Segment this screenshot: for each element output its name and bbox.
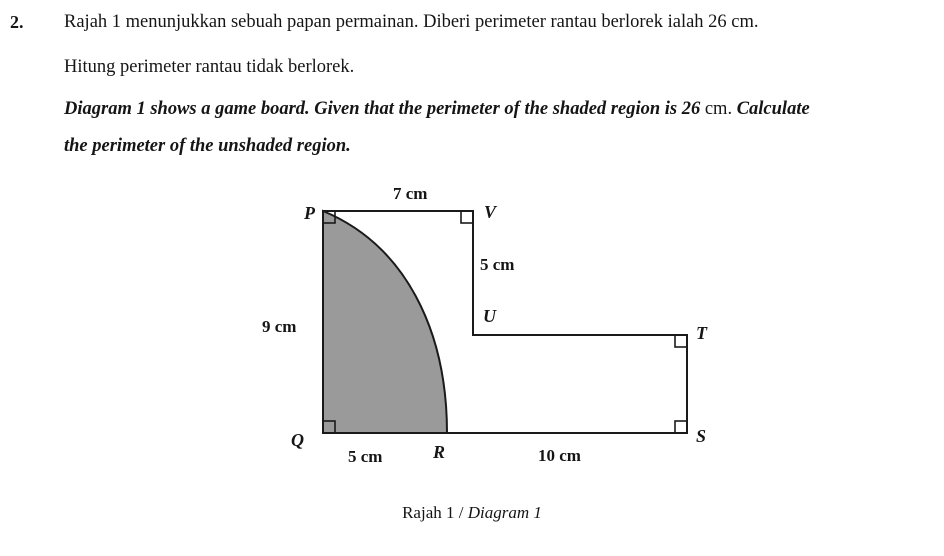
label-pq-length: 9 cm xyxy=(262,317,297,336)
caption-malay: Rajah 1 / xyxy=(402,503,464,522)
point-label-p: P xyxy=(304,203,315,223)
point-label-v: V xyxy=(484,202,497,222)
question-text-english-line2: the perimeter of the unshaded region. xyxy=(64,136,351,156)
english-line1-main: Diagram 1 shows a game board. Given that the perimeter of the shaded region is 26 xyxy=(64,99,701,119)
question-number: 2. xyxy=(10,12,24,32)
right-angle-marker-t xyxy=(675,335,687,347)
english-line1-unit: cm. xyxy=(700,99,733,119)
right-angle-marker-v xyxy=(461,211,473,223)
label-qr-length: 5 cm xyxy=(348,447,383,466)
point-label-t: T xyxy=(696,323,707,343)
caption-english: Diagram 1 xyxy=(467,503,542,522)
right-angle-marker-s xyxy=(675,421,687,433)
diagram-caption xyxy=(0,503,944,523)
label-rs-length: 10 cm xyxy=(538,446,581,465)
shaded-region xyxy=(323,211,447,433)
point-label-u: U xyxy=(483,306,496,326)
point-label-s: S xyxy=(696,426,707,446)
english-line1-tail: Calculate xyxy=(732,99,810,119)
label-pv-length: 7 cm xyxy=(393,184,428,203)
question-text-malay-line1: Rajah 1 menunjukkan sebuah papan permainan. Diberi perimeter rantau berlorek ialah 26 cm. xyxy=(64,12,759,32)
point-label-r: R xyxy=(433,442,446,462)
point-label-q: Q xyxy=(291,430,304,450)
question-text-malay-line2: Hitung perimeter rantau tidak berlorek. xyxy=(64,57,355,77)
label-vu-length: 5 cm xyxy=(480,255,515,274)
